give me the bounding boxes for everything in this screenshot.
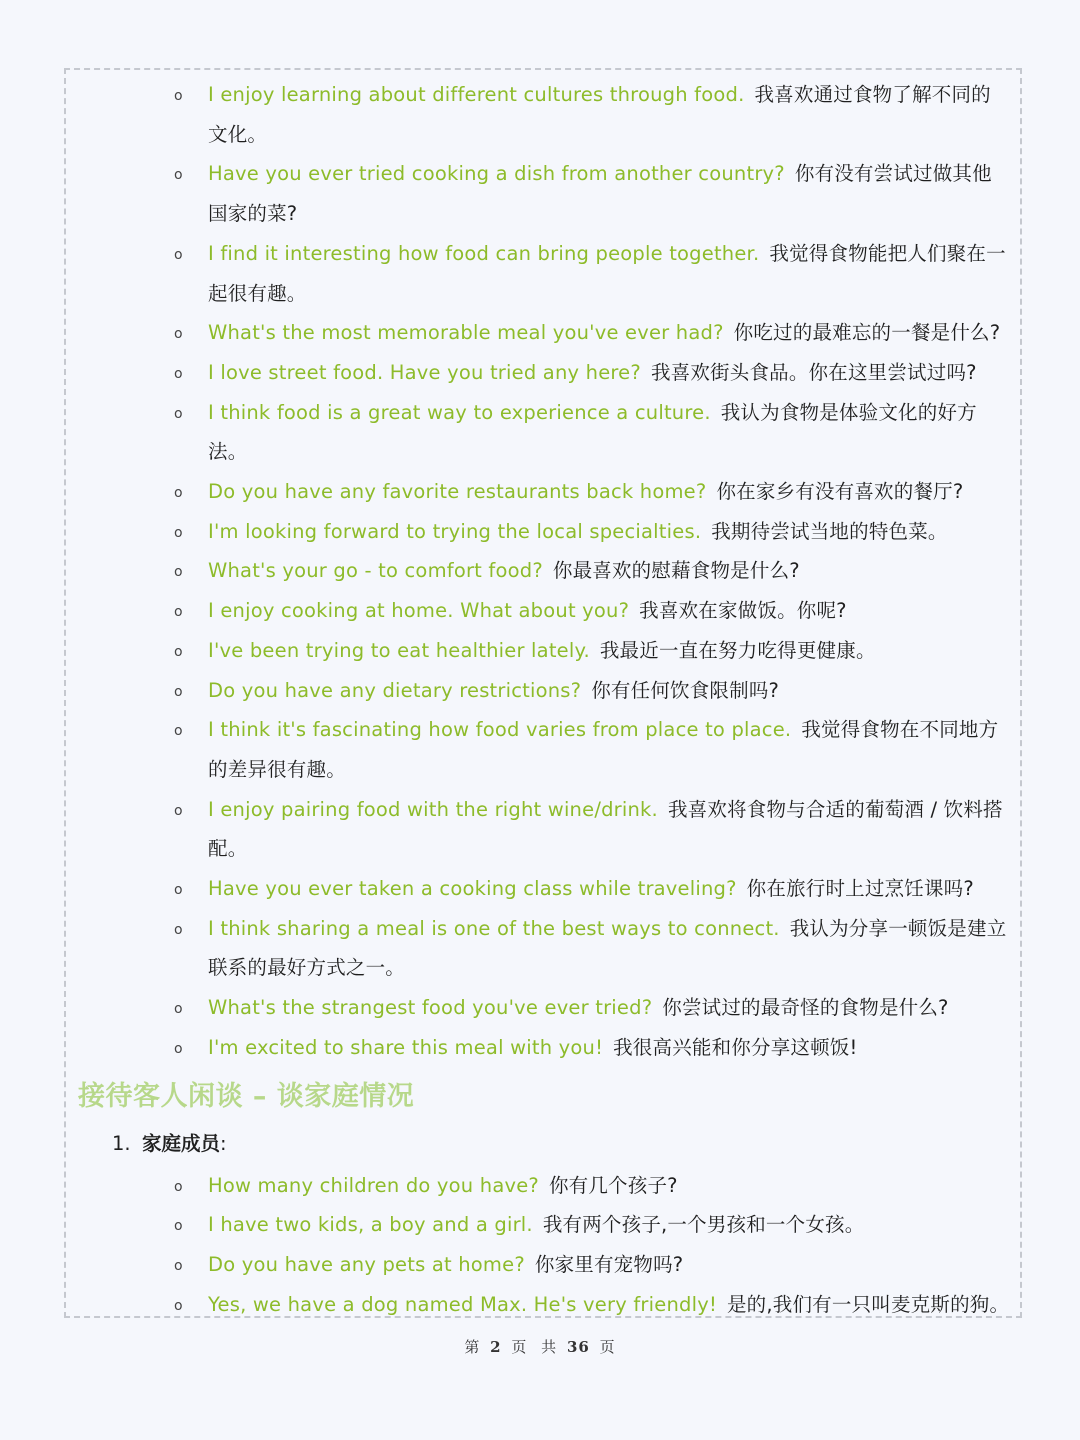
english-phrase: Do you have any favorite restaurants back home? xyxy=(208,480,707,504)
footer-current-page: 2 xyxy=(490,1338,502,1356)
english-phrase: I enjoy learning about different cultures through food. xyxy=(208,83,745,106)
food-phrases-list xyxy=(0,75,1080,1068)
bullet-marker: o xyxy=(174,882,183,899)
section-title: 接待客人闲谈 – 谈家庭情况 xyxy=(78,1080,415,1112)
bullet-marker: o xyxy=(174,1257,183,1274)
subsection-colon: : xyxy=(220,1131,227,1155)
bullet-marker: o xyxy=(174,1178,183,1195)
english-phrase: I enjoy cooking at home. What about you? xyxy=(208,599,630,623)
list-item xyxy=(0,551,1080,591)
chinese-translation: 我喜欢在家做饭。你呢? xyxy=(639,599,847,623)
list-item xyxy=(0,472,1080,512)
english-phrase: I find it interesting how food can bring people together. xyxy=(208,241,760,265)
chinese-translation: 你家里有宠物吗? xyxy=(534,1252,684,1276)
chinese-translation: 你在家乡有没有喜欢的餐厅? xyxy=(716,480,964,504)
bullet-marker: o xyxy=(174,326,183,343)
chinese-translation: 你有任何饮食限制吗? xyxy=(591,678,780,702)
bullet-marker: o xyxy=(174,365,183,382)
bullet-marker: o xyxy=(174,246,183,263)
subsection-label: 家庭成员 xyxy=(142,1131,221,1155)
family-phrases-list xyxy=(0,1166,1080,1325)
chinese-translation: 我期待尝试当地的特色菜。 xyxy=(711,519,948,543)
chinese-translation: 我喜欢街头食品。你在这里尝试过吗? xyxy=(650,360,977,384)
list-item xyxy=(0,1285,1080,1325)
chinese-translation: 我觉得食物能把人们聚在一起很有趣。 xyxy=(208,241,1006,305)
bullet-marker: o xyxy=(174,683,183,700)
chinese-translation: 我觉得食物在不同地方的差异很有趣。 xyxy=(208,718,999,781)
document-body xyxy=(0,75,1080,1324)
english-phrase: What's the strangest food you've ever tried? xyxy=(208,996,653,1020)
list-item xyxy=(0,1028,1080,1068)
english-phrase: I've been trying to eat healthier lately. xyxy=(208,638,590,662)
bullet-marker: o xyxy=(174,921,183,938)
subsection-number: 1. xyxy=(112,1131,131,1155)
bullet-marker: o xyxy=(174,485,183,502)
english-phrase: Have you ever tried cooking a dish from another country? xyxy=(208,162,785,186)
list-item xyxy=(0,234,1080,313)
footer-prefix: 第 xyxy=(464,1338,481,1356)
footer-total-pages: 36 xyxy=(566,1338,590,1356)
bullet-marker: o xyxy=(174,405,183,422)
list-item xyxy=(0,313,1080,353)
bullet-marker: o xyxy=(174,802,183,819)
bullet-marker: o xyxy=(174,1218,183,1235)
english-phrase: Do you have any dietary restrictions? xyxy=(208,678,582,702)
footer-page-word: 页 xyxy=(511,1338,528,1356)
chinese-translation: 你吃过的最难忘的一餐是什么? xyxy=(733,321,1001,345)
english-phrase: I think sharing a meal is one of the best ways to connect. xyxy=(208,916,780,940)
bullet-marker: o xyxy=(174,723,183,740)
english-phrase: Have you ever taken a cooking class while traveling? xyxy=(208,877,737,901)
page-footer xyxy=(0,1336,1080,1357)
english-phrase: I think it's fascinating how food varies from place to place. xyxy=(208,718,792,742)
chinese-translation: 我认为分享一顿饭是建立联系的最好方式之一。 xyxy=(208,916,1007,980)
bullet-marker: o xyxy=(174,1040,183,1057)
english-phrase: What's your go - to comfort food? xyxy=(208,559,543,583)
chinese-translation: 我有两个孩子,一个男孩和一个女孩。 xyxy=(542,1213,865,1237)
bullet-marker: o xyxy=(174,524,183,541)
bullet-marker: o xyxy=(174,88,183,104)
english-phrase: I'm looking forward to trying the local specialties. xyxy=(208,519,702,543)
bullet-marker: o xyxy=(174,1001,183,1018)
bullet-marker: o xyxy=(174,167,183,184)
list-item xyxy=(0,75,1080,154)
list-item xyxy=(0,790,1080,869)
english-phrase: I have two kids, a boy and a girl. xyxy=(208,1213,533,1237)
list-item xyxy=(0,671,1080,711)
list-item xyxy=(0,1166,1080,1206)
bullet-marker: o xyxy=(174,604,183,621)
chinese-translation: 我认为食物是体验文化的好方法。 xyxy=(208,400,977,464)
list-item xyxy=(0,909,1080,988)
list-item xyxy=(0,631,1080,671)
list-item xyxy=(0,1205,1080,1245)
footer-suffix: 页 xyxy=(599,1338,616,1356)
chinese-translation: 我很高兴能和你分享这顿饭! xyxy=(613,1035,858,1059)
list-item xyxy=(0,988,1080,1028)
list-item xyxy=(0,1245,1080,1285)
chinese-translation: 我最近一直在努力吃得更健康。 xyxy=(599,638,876,662)
bullet-marker: o xyxy=(174,1297,183,1314)
english-phrase: I enjoy pairing food with the right wine/drink. xyxy=(208,797,658,821)
list-item xyxy=(0,869,1080,909)
bullet-marker: o xyxy=(174,564,183,581)
chinese-translation: 你最喜欢的慰藉食物是什么? xyxy=(552,559,800,583)
chinese-translation: 你尝试过的最奇怪的食物是什么? xyxy=(662,996,949,1020)
english-phrase: I'm excited to share this meal with you! xyxy=(208,1035,604,1059)
bullet-marker: o xyxy=(174,643,183,660)
chinese-translation: 是的,我们有一只叫麦克斯的狗。 xyxy=(726,1292,1010,1316)
list-item xyxy=(0,591,1080,631)
english-phrase: How many children do you have? xyxy=(208,1173,539,1197)
list-item xyxy=(0,710,1080,789)
list-item xyxy=(0,512,1080,552)
subsection-family-members xyxy=(0,1122,1080,1166)
english-phrase: What's the most memorable meal you've ever had? xyxy=(208,321,724,345)
chinese-translation: 你在旅行时上过烹饪课吗? xyxy=(746,877,974,901)
english-phrase: Yes, we have a dog named Max. He's very friendly! xyxy=(208,1292,717,1316)
english-phrase: I love street food. Have you tried any here? xyxy=(208,360,641,384)
footer-total-word: 共 xyxy=(541,1338,558,1356)
chinese-translation: 你有没有尝试过做其他国家的菜? xyxy=(208,162,992,226)
chinese-translation: 我喜欢将食物与合适的葡萄酒 / 饮料搭配。 xyxy=(208,797,1003,861)
chinese-translation: 我喜欢通过食物了解不同的文化。 xyxy=(208,83,991,146)
chinese-translation: 你有几个孩子? xyxy=(548,1173,678,1197)
english-phrase: Do you have any pets at home? xyxy=(208,1252,525,1276)
list-item xyxy=(0,393,1080,472)
list-item xyxy=(0,353,1080,393)
list-item xyxy=(0,154,1080,233)
english-phrase: I think food is a great way to experience a culture. xyxy=(208,400,711,424)
